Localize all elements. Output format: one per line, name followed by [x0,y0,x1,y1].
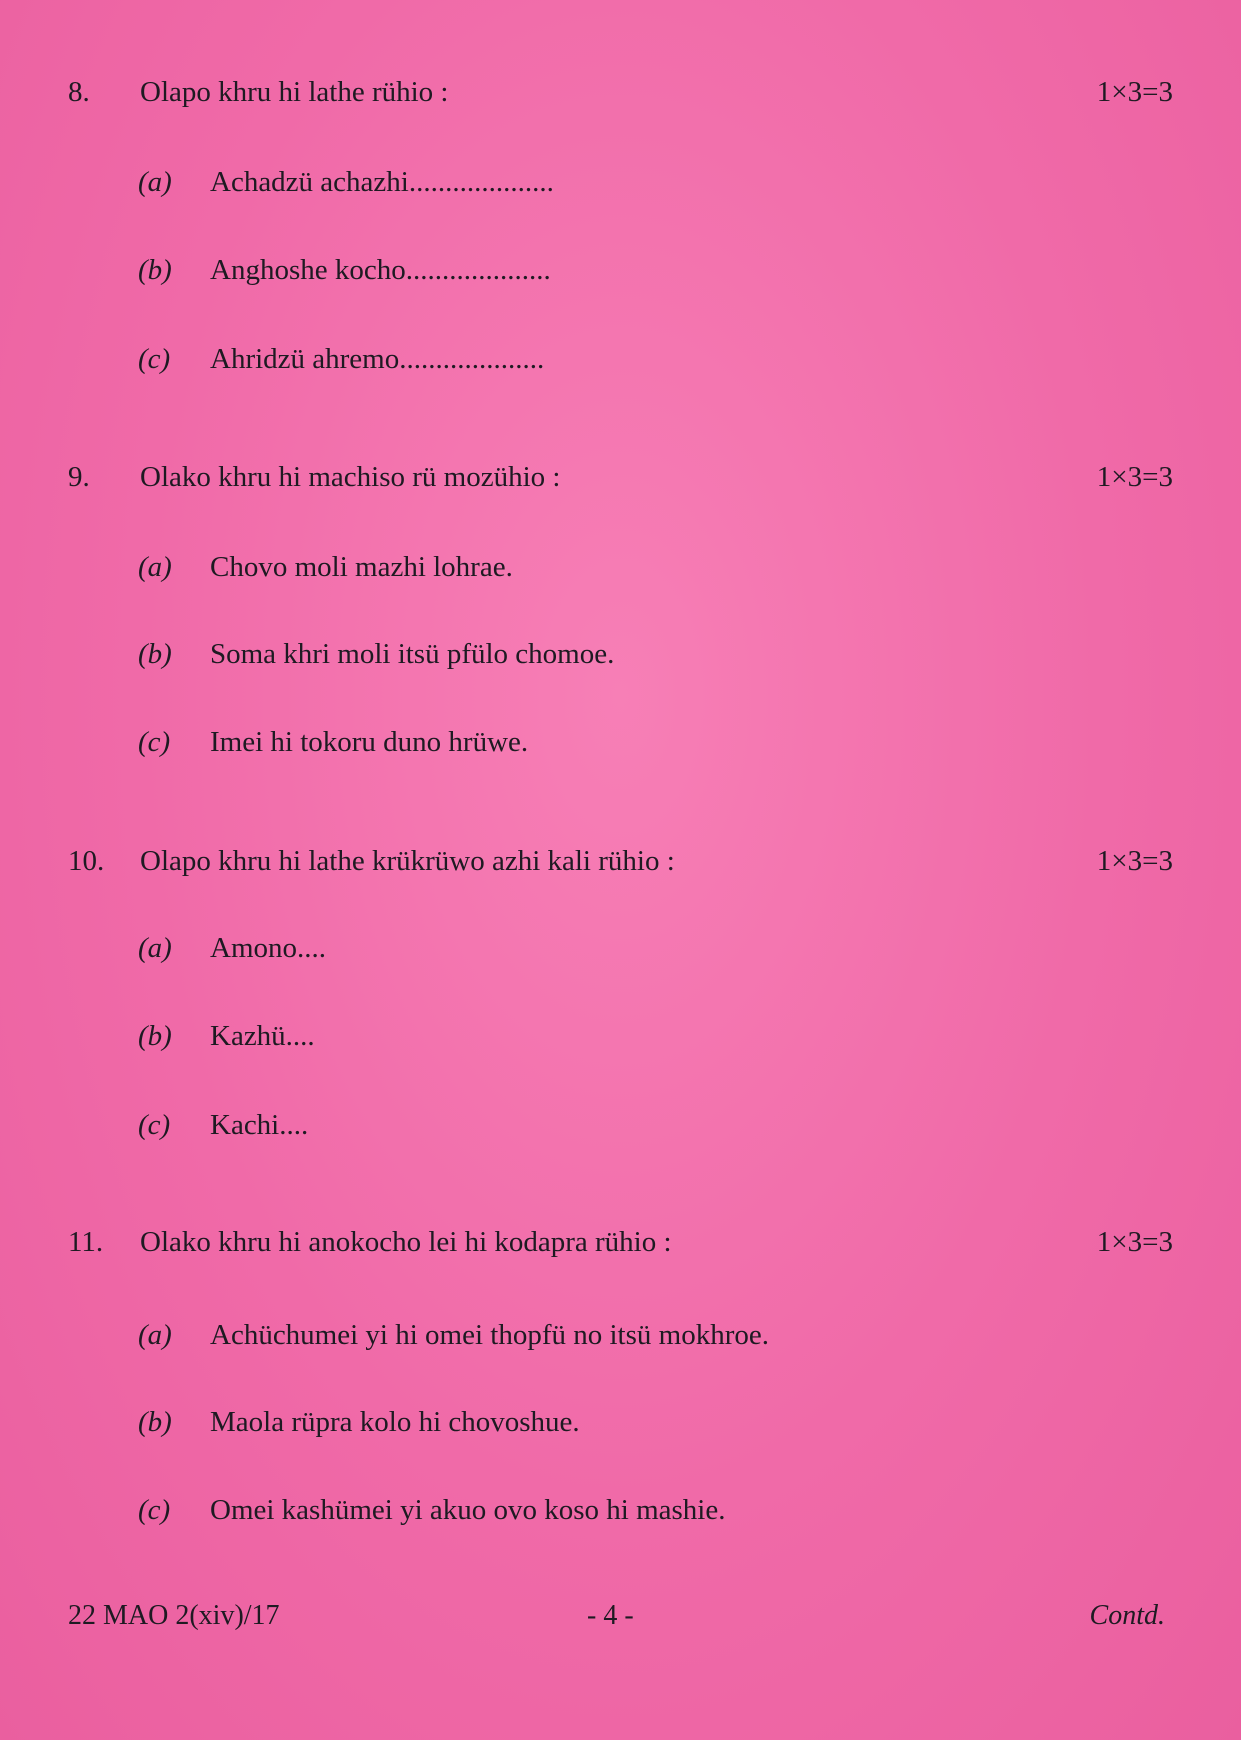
option-label: (b) [138,254,172,286]
question-marks: 1×3=3 [1096,76,1173,108]
question-marks: 1×3=3 [1096,845,1173,877]
question-number: 11. [68,1226,104,1258]
option-label: (c) [138,1494,171,1526]
option-text: Achüchumei yi hi omei thopfü no itsü mokhroe. [210,1319,769,1351]
question-text: Olapo khru hi lathe rühio : [140,76,449,108]
option-text: Amono.... [210,932,326,964]
option-text: Soma khri moli itsü pfülo chomoe. [210,638,615,670]
question-8 [68,72,1173,112]
question-11 [68,1222,1173,1262]
paper-code: 22 MAO 2(xiv)/17 [68,1600,280,1631]
option-text: Kachi.... [210,1109,309,1141]
option-label: (b) [138,1020,172,1052]
option-text: Ahridzü ahremo.................... [210,343,545,375]
question-number: 9. [68,461,90,493]
option-text: Chovo moli mazhi lohrae. [210,551,513,583]
option-text: Anghoshe kocho.................... [210,254,551,286]
option-label: (a) [138,166,172,198]
option-label: (b) [138,1406,172,1438]
question-9 [68,457,1173,497]
question-number: 8. [68,76,90,108]
option-text: Imei hi tokoru duno hrüwe. [210,726,529,758]
option-text: Maola rüpra kolo hi chovoshue. [210,1406,580,1438]
option-label: (a) [138,551,172,583]
option-label: (c) [138,343,171,375]
option-text: Kazhü.... [210,1020,315,1052]
continued-label: Contd. [1089,1600,1165,1631]
option-text: Omei kashümei yi akuo ovo koso hi mashie. [210,1494,726,1526]
question-marks: 1×3=3 [1096,461,1173,493]
option-label: (a) [138,1319,172,1351]
question-text: Olapo khru hi lathe krükrüwo azhi kali rühio : [140,845,675,877]
option-label: (c) [138,1109,171,1141]
page-number: - 4 - [587,1600,634,1631]
option-text: Achadzü achazhi.................... [210,166,554,198]
question-marks: 1×3=3 [1096,1226,1173,1258]
question-text: Olako khru hi anokocho lei hi kodapra rühio : [140,1226,672,1258]
option-label: (b) [138,638,172,670]
question-number: 10. [68,845,105,877]
option-label: (c) [138,726,171,758]
question-text: Olako khru hi machiso rü mozühio : [140,461,561,493]
question-10 [68,841,1173,881]
option-label: (a) [138,932,172,964]
